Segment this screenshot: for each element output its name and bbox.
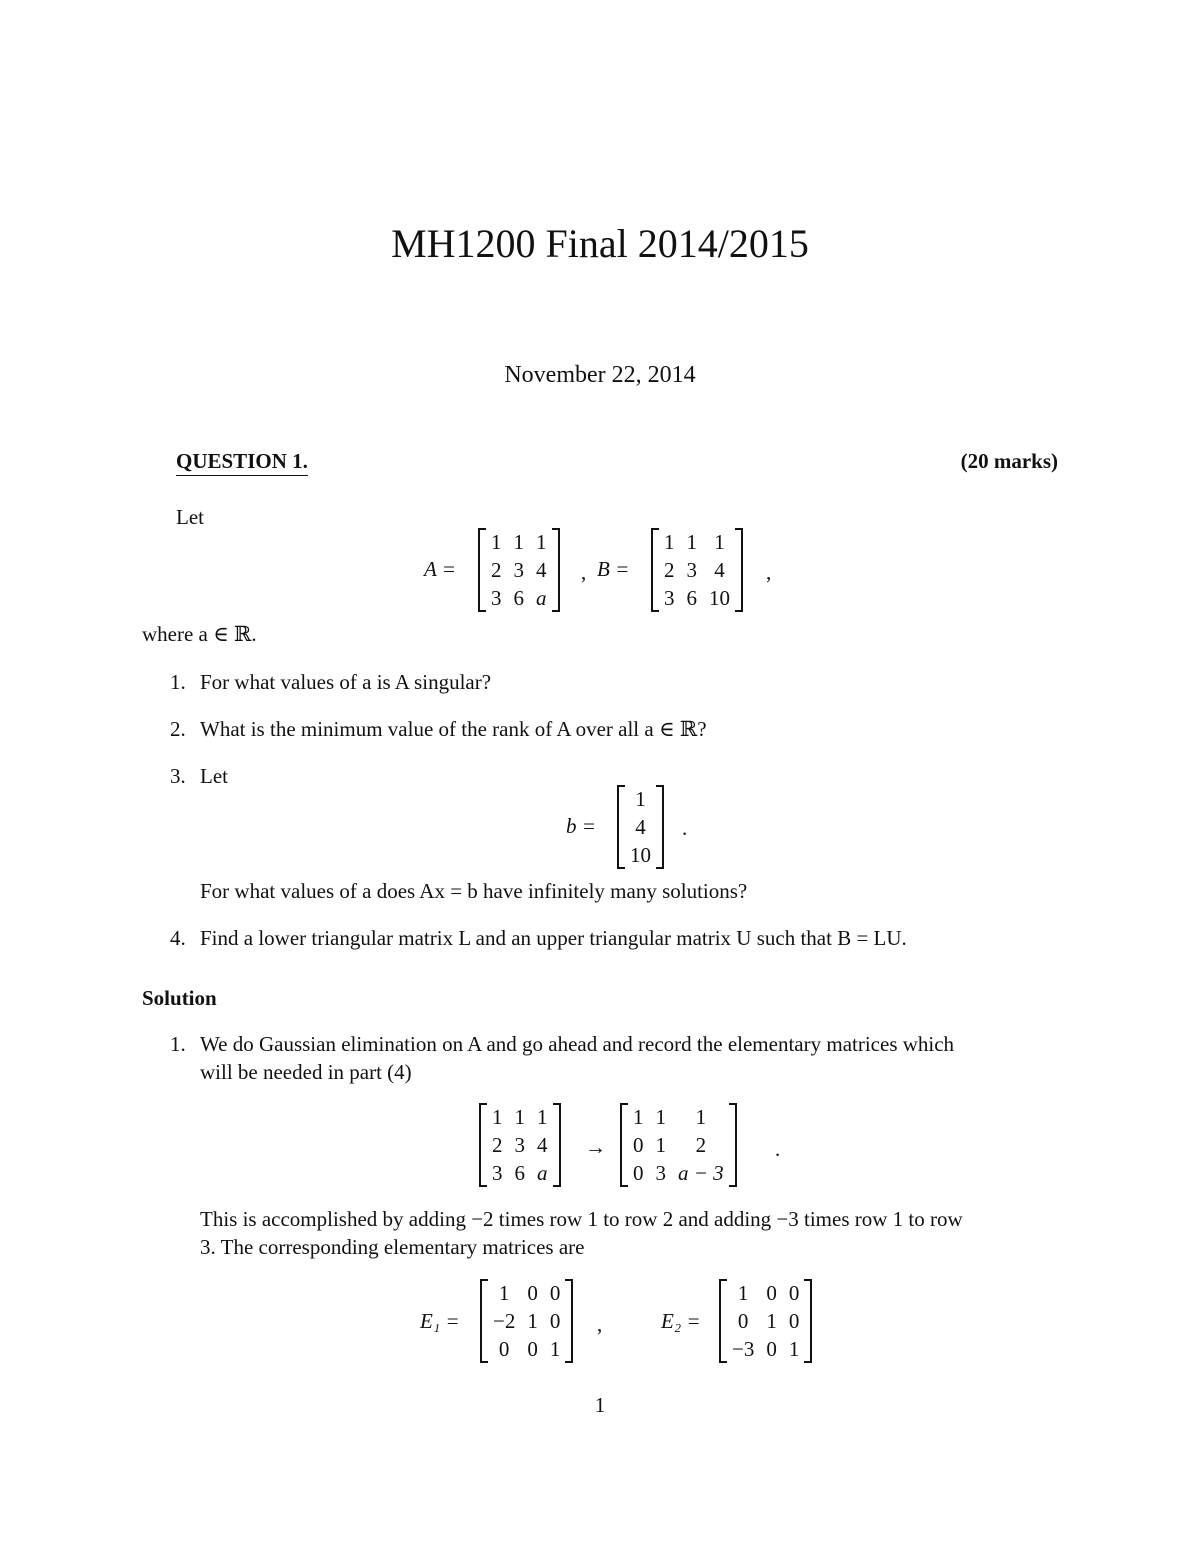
matrix-cell: 0 <box>527 1337 538 1361</box>
item-1-number: 1. <box>170 670 186 694</box>
matrix-e1 <box>480 1279 573 1363</box>
matrix-cell: 4 <box>635 815 646 839</box>
item-2-text: What is the minimum value of the rank of A over all a ∈ ℝ? <box>200 717 707 741</box>
solution-step-1-number: 1. <box>170 1032 186 1056</box>
vector-b-label: b = <box>566 814 596 838</box>
question-label: QUESTION 1. <box>176 449 308 476</box>
matrix-e-separator: , <box>597 1312 603 1336</box>
matrix-cell: a − 3 <box>678 1161 724 1185</box>
matrix-e1-label: E₁ = <box>420 1309 460 1333</box>
matrix-cell: 2 <box>695 1133 707 1157</box>
question-marks: (20 marks) <box>960 449 1058 473</box>
matrix-cell: 6 <box>513 586 524 610</box>
matrix-cell: 1 <box>514 1105 525 1129</box>
matrix-cell: 3 <box>664 586 675 610</box>
elimination-right-matrix <box>620 1103 737 1187</box>
matrix-cell: 1 <box>686 530 697 554</box>
matrix-cell: 1 <box>788 1337 800 1361</box>
solution-paragraph-line-1: This is accomplished by adding −2 times row 1 to row 2 and adding −3 times row 1 to row <box>200 1207 963 1231</box>
matrix-cell: 2 <box>492 1133 503 1157</box>
matrix-cell: −2 <box>493 1309 516 1333</box>
matrix-cell: 1 <box>635 787 646 811</box>
matrix-cell: 0 <box>498 1337 510 1361</box>
matrix-cell: 1 <box>537 1105 548 1129</box>
matrix-cell: 2 <box>664 558 675 582</box>
matrix-e2 <box>719 1279 812 1363</box>
matrix-cell: 3 <box>686 558 697 582</box>
matrix-cell: 3 <box>491 586 502 610</box>
item-4-number: 4. <box>170 926 186 950</box>
matrix-cell: 1 <box>491 530 502 554</box>
matrix-cell: 10 <box>709 586 730 610</box>
matrix-cell: 0 <box>527 1281 538 1305</box>
matrix-cell: 1 <box>536 530 547 554</box>
matrix-cell: 3 <box>514 1133 525 1157</box>
intro-let: Let <box>176 505 204 529</box>
matrix-cell: 6 <box>686 586 697 610</box>
matrix-cell: a <box>536 586 547 610</box>
intro-where: where a ∈ ℝ. <box>142 622 257 646</box>
matrix-cell: 2 <box>491 558 502 582</box>
matrix-cell: 1 <box>513 530 524 554</box>
matrix-a-label: A = <box>424 557 456 581</box>
solution-step-1-line-1: We do Gaussian elimination on A and go ahead and record the elementary matrices which <box>200 1032 955 1056</box>
matrix-a <box>478 528 560 612</box>
matrix-cell: 0 <box>549 1281 561 1305</box>
matrix-cell: 4 <box>536 558 547 582</box>
item-3-followup: For what values of a does Ax = b have infinitely many solutions? <box>200 879 748 903</box>
elimination-end: . <box>775 1137 781 1161</box>
vector-b-end: . <box>682 816 688 840</box>
item-2-number: 2. <box>170 717 186 741</box>
matrix-cell: 1 <box>498 1281 510 1305</box>
matrix-separator: , <box>581 560 587 584</box>
matrix-cell: 0 <box>737 1309 749 1333</box>
matrix-cell: 6 <box>514 1161 525 1185</box>
matrix-cell: 1 <box>664 530 675 554</box>
page-number: 1 <box>594 1393 606 1417</box>
item-3-number: 3. <box>170 764 186 788</box>
solution-heading: Solution <box>142 986 217 1010</box>
matrix-cell: −3 <box>732 1337 755 1361</box>
matrix-cell: 1 <box>492 1105 503 1129</box>
matrix-cell: 0 <box>766 1337 777 1361</box>
matrix-e2-label: E₂ = <box>661 1309 701 1333</box>
elimination-arrow: → <box>585 1135 606 1159</box>
matrix-cell: 0 <box>788 1281 800 1305</box>
matrix-cell: 1 <box>655 1105 666 1129</box>
matrix-cell: 1 <box>714 530 725 554</box>
matrix-cell: 4 <box>714 558 725 582</box>
matrix-cell: 0 <box>633 1133 644 1157</box>
matrix-cell: 4 <box>537 1133 548 1157</box>
matrix-cell: 0 <box>788 1309 800 1333</box>
item-4-text: Find a lower triangular matrix L and an upper triangular matrix U such that B = LU. <box>200 926 907 950</box>
document-date: November 22, 2014 <box>504 362 696 388</box>
matrix-cell: 1 <box>737 1281 749 1305</box>
matrix-cell: 1 <box>655 1133 666 1157</box>
solution-paragraph-line-2: 3. The corresponding elementary matrices are <box>200 1235 585 1259</box>
matrix-cell: 3 <box>513 558 524 582</box>
matrix-cell: 1 <box>633 1105 644 1129</box>
matrix-cell: 1 <box>549 1337 561 1361</box>
matrix-b-label: B = <box>597 557 630 581</box>
matrix-cell: 1 <box>527 1309 538 1333</box>
item-1-text: For what values of a is A singular? <box>200 670 492 694</box>
document-title: MH1200 Final 2014/2015 <box>391 221 809 266</box>
matrix-end-comma: , <box>766 560 772 584</box>
item-3-text: Let <box>200 764 228 788</box>
matrix-cell: 3 <box>655 1161 666 1185</box>
matrix-cell: 0 <box>766 1281 777 1305</box>
matrix-cell: a <box>537 1161 548 1185</box>
matrix-b <box>651 528 743 612</box>
matrix-cell: 1 <box>766 1309 777 1333</box>
matrix-cell: 1 <box>695 1105 707 1129</box>
elimination-left-matrix <box>479 1103 561 1187</box>
solution-step-1-line-2: will be needed in part (4) <box>200 1060 412 1084</box>
vector-b <box>617 785 664 869</box>
matrix-cell: 0 <box>633 1161 644 1185</box>
matrix-cell: 10 <box>630 843 651 867</box>
matrix-cell: 3 <box>492 1161 503 1185</box>
matrix-cell: 0 <box>549 1309 561 1333</box>
